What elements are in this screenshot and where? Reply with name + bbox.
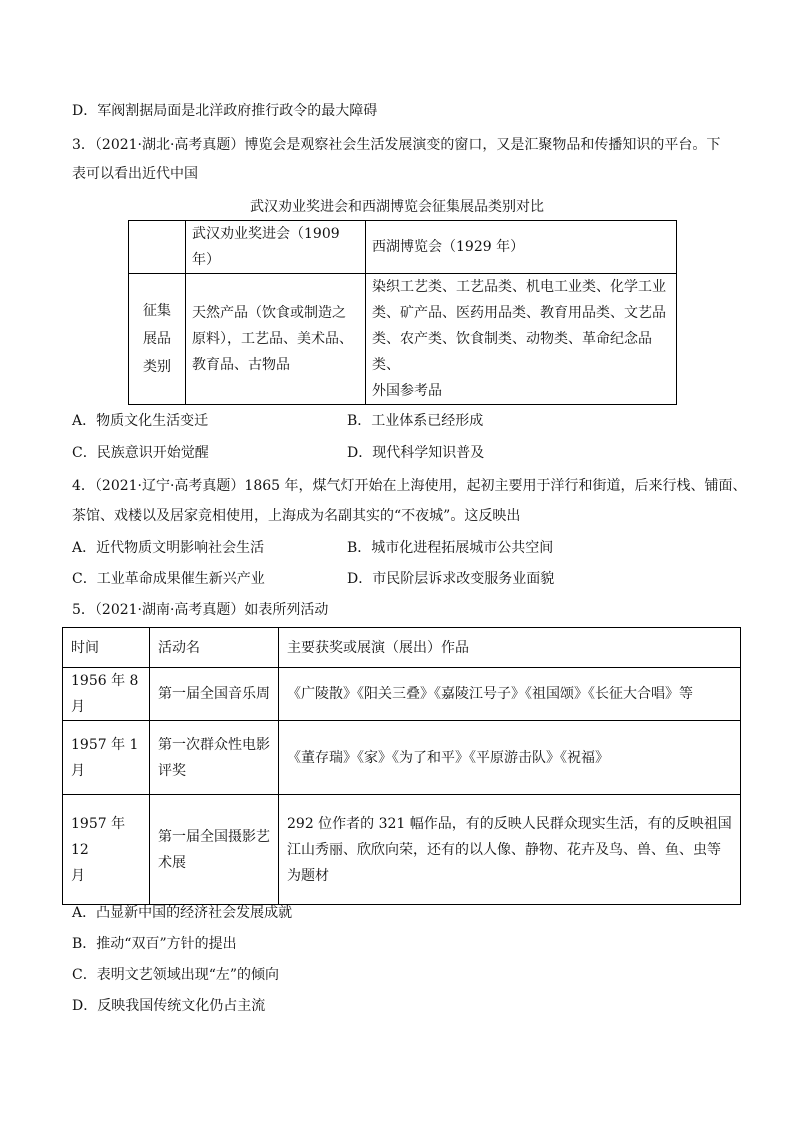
q4-option-a: A．近代物质文明影响社会生活 <box>72 540 265 556</box>
xihu-categories <box>366 274 677 405</box>
text-line: 1957 年 1 月 <box>71 736 139 779</box>
table-row <box>63 721 741 795</box>
header-activity: 活动名 <box>150 628 279 668</box>
text-line: 月 <box>71 867 85 884</box>
table-row <box>63 668 741 721</box>
text-line: 《广陵散》《阳关三叠》《嘉陵江号子》《祖国颂》《长征大合唱》等 <box>287 686 693 702</box>
row-label-exhibit-category <box>129 274 186 405</box>
table-header-row <box>129 221 677 274</box>
text-line: 江山秀丽、欣欣向荣，还有的以人像、静物、花卉及鸟、兽、鱼、虫等 <box>287 841 721 858</box>
q5-stem: 5．（2021·湖南·高考真题）如表所列活动 <box>72 602 329 618</box>
text-line: 教育品、古物品 <box>192 357 290 373</box>
q4-option-c: C．工业革命成果催生新兴产业 <box>72 571 265 587</box>
table-corner-cell <box>129 221 186 274</box>
wuhan-categories <box>186 274 366 405</box>
q4-stem-line2: 茶馆、戏楼以及居家竞相使用，上海成为名副其实的“不夜城”。这反映出 <box>72 508 521 524</box>
text-line: 术展 <box>158 854 186 871</box>
text-line: 原料），工艺品、美术品、 <box>192 331 353 347</box>
cell-activity <box>150 795 279 905</box>
row-label-line: 征集 <box>143 303 171 319</box>
text-line: 天然产品（饮食或制造之 <box>192 305 346 321</box>
text-line: 评奖 <box>158 762 186 779</box>
text-line: 第一届全国音乐周 <box>158 686 270 702</box>
header-works: 主要获奖或展演（展出）作品 <box>279 628 741 668</box>
cell-time <box>63 795 150 905</box>
text-line: 类、矿产品、医药用品类、教育用品类、文艺品 <box>372 305 666 321</box>
cell-works <box>279 795 741 905</box>
q4-stem-line1: 4．（2021·辽宁·高考真题）1865 年，煤气灯开始在上海使用，起初主要用于洋行和街道，后来行栈、铺面、 <box>72 478 747 494</box>
table-row <box>129 274 677 405</box>
q3-comparison-table <box>128 220 677 405</box>
q5-option-c: C．表明文艺领域出现“左”的倾向 <box>72 967 280 983</box>
q3-option-a: A．物质文化生活变迁 <box>72 413 209 429</box>
q3-stem-line1: 3．（2021·湖北·高考真题）博览会是观察社会生活发展演变的窗口，又是汇聚物品和传播知识的平台。下 <box>72 137 721 153</box>
text-line: 1957 年 12 <box>71 815 126 858</box>
header-xihu: 西湖博览会（1929 年） <box>366 221 677 274</box>
q5-activities-table <box>62 627 741 905</box>
row-label-line: 展品 <box>143 331 171 347</box>
q3-table-title: 武汉劝业奖进会和西湖博览会征集展品类别对比 <box>250 199 544 215</box>
q5-option-d: D．反映我国传统文化仍占主流 <box>72 998 266 1014</box>
q3-option-c: C．民族意识开始觉醒 <box>72 445 209 461</box>
q4-option-b: B．城市化进程拓展城市公共空间 <box>347 540 554 556</box>
q4-option-d: D．市民阶层诉求改变服务业面貌 <box>347 571 555 587</box>
q3-option-d: D．现代科学知识普及 <box>347 445 485 461</box>
text-line: 为题材 <box>287 867 329 884</box>
cell-works <box>279 721 741 795</box>
row-label-line: 类别 <box>143 359 171 375</box>
cell-time <box>63 668 150 721</box>
text-line: 类、农产类、饮食制类、动物类、革命纪念品类、 <box>372 331 652 373</box>
header-time: 时间 <box>63 628 150 668</box>
text-line: 外国参考品 <box>372 383 442 399</box>
cell-time <box>63 721 150 795</box>
q5-option-b: B．推动“双百”方针的提出 <box>72 936 237 952</box>
text-line: 1956 年 8 月 <box>71 673 139 715</box>
text-line: 第一届全国摄影艺 <box>158 828 270 845</box>
q3-stem-line2: 表可以看出近代中国 <box>72 166 198 182</box>
table-header-row <box>63 628 741 668</box>
cell-activity <box>150 721 279 795</box>
text-line: 292 位作者的 321 幅作品，有的反映人民群众现实生活，有的反映祖国 <box>287 815 732 832</box>
table-row <box>63 795 741 905</box>
q5-option-a: A．凸显新中国的经济社会发展成就 <box>72 905 293 921</box>
text-line: 第一次群众性电影 <box>158 736 270 753</box>
cell-works <box>279 668 741 721</box>
cell-activity <box>150 668 279 721</box>
q3-option-b: B．工业体系已经形成 <box>347 413 484 429</box>
text-line: 《董存瑞》《家》《为了和平》《平原游击队》《祝福》 <box>287 749 609 766</box>
text-line: 染织工艺类、工艺品类、机电工业类、化学工业 <box>372 279 666 295</box>
q2-option-d: D．军阀割据局面是北洋政府推行政令的最大障碍 <box>72 103 378 119</box>
header-wuhan: 武汉劝业奖进会（1909 年） <box>186 221 366 274</box>
